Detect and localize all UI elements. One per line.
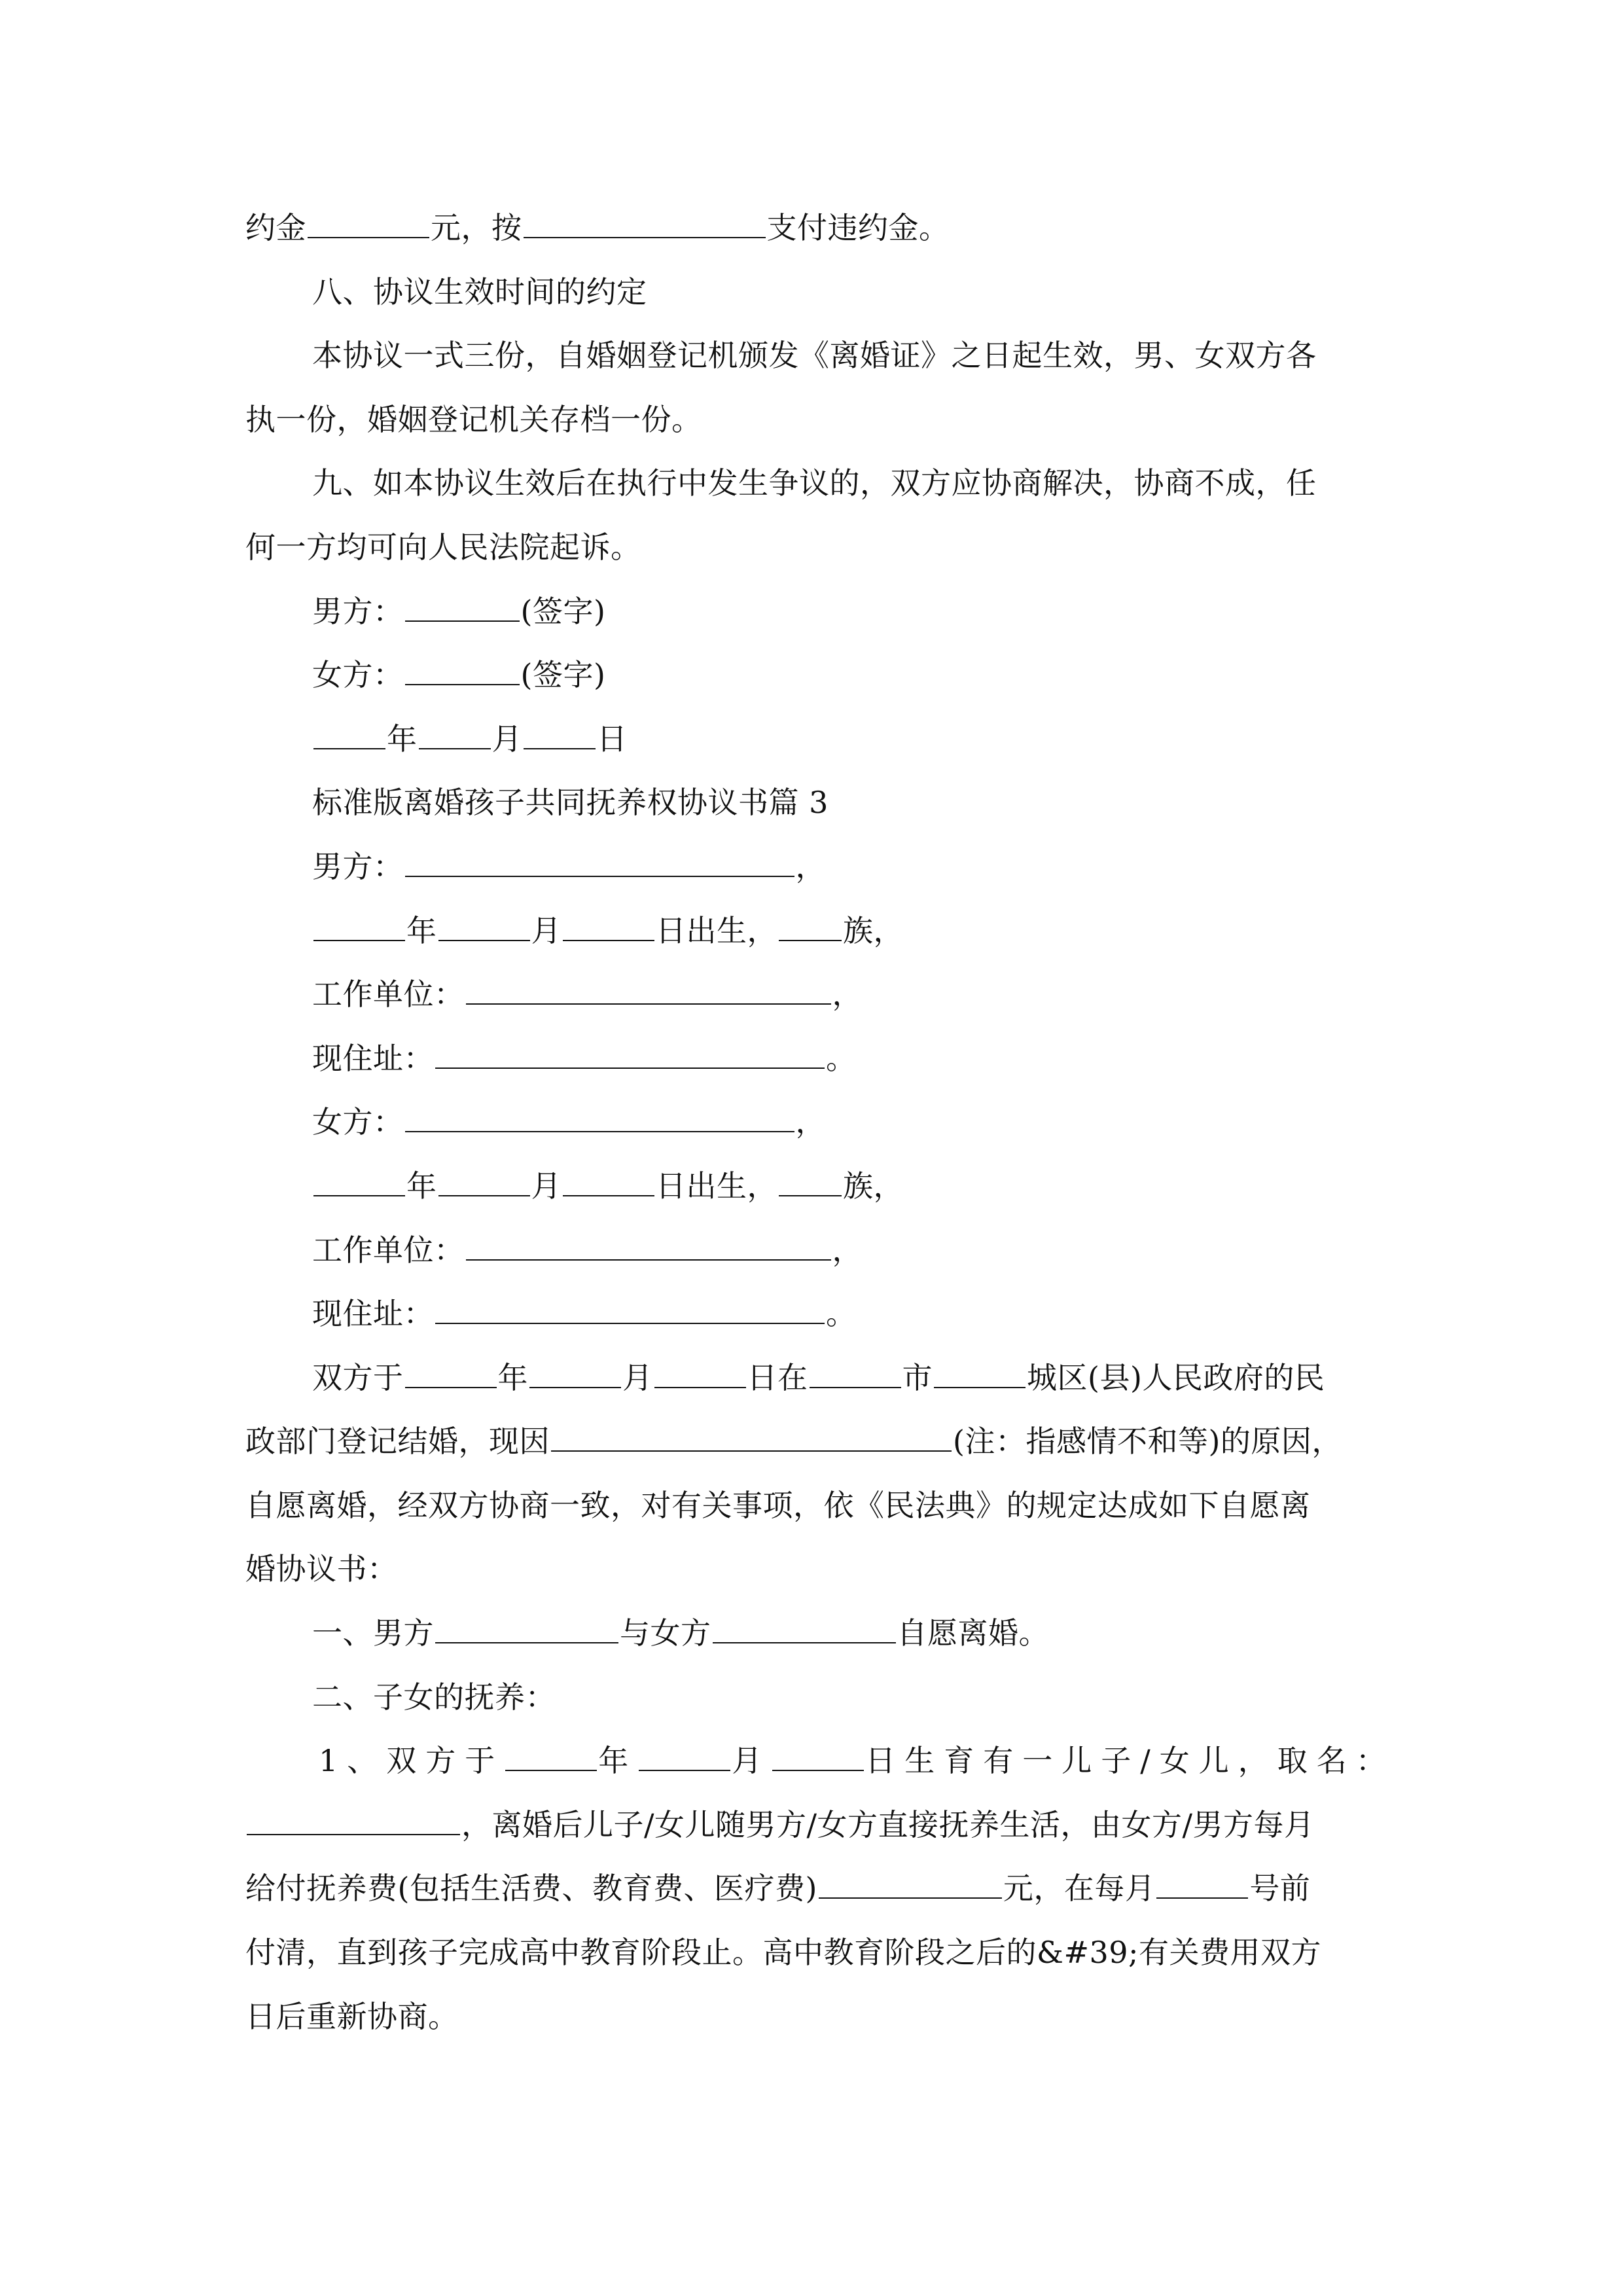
label: 年 bbox=[497, 1359, 528, 1395]
male-employer-blank[interactable] bbox=[466, 978, 831, 1005]
city-blank[interactable] bbox=[810, 1362, 901, 1388]
female-signature-line bbox=[245, 643, 1378, 708]
label: 号前 bbox=[1249, 1871, 1311, 1907]
clause-2-heading: 二、子女的抚养： bbox=[312, 1679, 556, 1715]
paragraph-line: 自愿离婚，经双方协商一致，对有关事项，依《民法典》的规定达成如下自愿离 bbox=[245, 1487, 1311, 1523]
ethnicity-blank[interactable] bbox=[779, 915, 842, 941]
birth-month-blank[interactable] bbox=[438, 1170, 530, 1196]
label: 与女方 bbox=[620, 1615, 711, 1651]
section-heading-9: 九、如本协议生效后在执行中发生争议的，双方应协商解决，协商不成，任 bbox=[312, 465, 1317, 501]
male-address-blank[interactable] bbox=[435, 1043, 825, 1069]
label: 族， bbox=[843, 1168, 904, 1204]
penalty-amount-blank[interactable] bbox=[308, 212, 429, 238]
label: 月 bbox=[622, 1359, 653, 1395]
female-name-blank[interactable] bbox=[405, 1106, 794, 1132]
male-birth-line bbox=[245, 899, 1378, 963]
signature-date-line bbox=[245, 708, 1378, 772]
birth-year-blank[interactable] bbox=[313, 1170, 405, 1196]
label: 日出生， bbox=[656, 912, 777, 948]
label: 政部门登记结婚，现因 bbox=[245, 1424, 550, 1460]
birth-day-blank[interactable] bbox=[563, 1170, 654, 1196]
label: 年 bbox=[406, 1168, 437, 1204]
day-blank[interactable] bbox=[524, 723, 596, 749]
document-page bbox=[245, 196, 1395, 2049]
female-name-line bbox=[245, 1090, 1378, 1155]
section-title: 标准版离婚孩子共同抚养权协议书篇 3 bbox=[312, 785, 829, 821]
label: 。 bbox=[826, 1040, 857, 1076]
label: 男方： bbox=[312, 848, 404, 884]
paragraph-line: 日后重新协商。 bbox=[245, 1998, 459, 2034]
female-signature-blank[interactable] bbox=[405, 659, 520, 685]
marriage-registration-line bbox=[245, 1346, 1378, 1410]
year-blank[interactable] bbox=[313, 723, 385, 749]
divorce-reason-line bbox=[245, 1410, 1378, 1474]
female-employer-blank[interactable] bbox=[466, 1234, 831, 1261]
label: 日生育有一儿子/女儿，取名： bbox=[865, 1743, 1395, 1779]
label: ，离婚后儿子/女儿随男方/女方直接抚养生活，由女方/男方每月 bbox=[461, 1806, 1315, 1842]
label: ， bbox=[832, 1232, 863, 1268]
male-party-blank[interactable] bbox=[435, 1617, 618, 1643]
label: 日在 bbox=[747, 1359, 808, 1395]
label: 年 bbox=[387, 721, 418, 757]
label: 城区(县)人民政府的民 bbox=[1027, 1359, 1325, 1395]
label: (签字) bbox=[520, 593, 606, 629]
label: 现住址： bbox=[312, 1040, 434, 1076]
label: 月 bbox=[491, 721, 522, 757]
label: 1、双方于 bbox=[319, 1743, 505, 1779]
male-signature-blank[interactable] bbox=[405, 596, 520, 622]
birth-year-blank[interactable] bbox=[313, 915, 405, 941]
marriage-year-blank[interactable] bbox=[405, 1362, 497, 1388]
district-blank[interactable] bbox=[934, 1362, 1026, 1388]
female-employer-line bbox=[245, 1219, 1378, 1283]
payment-day-blank[interactable] bbox=[1156, 1873, 1248, 1899]
month-blank[interactable] bbox=[419, 723, 491, 749]
male-signature-line bbox=[245, 580, 1378, 644]
penalty-method-blank[interactable] bbox=[524, 212, 766, 238]
birth-month-blank[interactable] bbox=[438, 915, 530, 941]
label: 。 bbox=[826, 1296, 857, 1332]
label: 月 bbox=[531, 1168, 562, 1204]
child-support-line bbox=[245, 1857, 1378, 1921]
label: 女方： bbox=[312, 657, 404, 693]
label: 一、男方 bbox=[312, 1615, 434, 1651]
child-birth-month-blank[interactable] bbox=[639, 1745, 730, 1771]
label: 给付抚养费(包括生活费、教育费、医疗费) bbox=[245, 1871, 817, 1907]
paragraph-line: 婚协议书： bbox=[245, 1551, 398, 1587]
label: 双方于 bbox=[312, 1359, 404, 1395]
support-amount-blank[interactable] bbox=[819, 1873, 1002, 1899]
child-birth-line bbox=[245, 1729, 1395, 1793]
label: 日出生， bbox=[656, 1168, 777, 1204]
label: 自愿离婚。 bbox=[897, 1615, 1049, 1651]
divorce-reason-blank[interactable] bbox=[551, 1426, 952, 1452]
male-employer-line bbox=[245, 963, 1378, 1027]
label: 日 bbox=[597, 721, 628, 757]
label: 女方： bbox=[312, 1104, 404, 1140]
birth-day-blank[interactable] bbox=[563, 915, 654, 941]
label: ， bbox=[795, 1104, 826, 1140]
child-name-line bbox=[245, 1793, 1378, 1857]
label: ， bbox=[795, 848, 826, 884]
male-name-line bbox=[245, 835, 1378, 899]
male-address-line bbox=[245, 1027, 1378, 1091]
text: 支付违约金。 bbox=[766, 210, 950, 245]
label: 月 bbox=[531, 912, 562, 948]
paragraph-line: 本协议一式三份，自婚姻登记机颁发《离婚证》之日起生效，男、女双方各 bbox=[312, 338, 1317, 374]
child-birth-year-blank[interactable] bbox=[505, 1745, 597, 1771]
child-birth-day-blank[interactable] bbox=[772, 1745, 864, 1771]
marriage-month-blank[interactable] bbox=[529, 1362, 621, 1388]
section-heading-8: 八、协议生效时间的约定 bbox=[312, 274, 647, 310]
female-party-blank[interactable] bbox=[713, 1617, 896, 1643]
label: 族， bbox=[843, 912, 904, 948]
text: 元，按 bbox=[431, 210, 522, 245]
label: 市 bbox=[902, 1359, 933, 1395]
label: 男方： bbox=[312, 593, 404, 629]
female-address-blank[interactable] bbox=[435, 1298, 825, 1324]
female-address-line bbox=[245, 1282, 1378, 1346]
clause-1-line bbox=[245, 1602, 1378, 1666]
male-name-blank[interactable] bbox=[405, 851, 794, 877]
paragraph-line: 何一方均可向人民法院起诉。 bbox=[245, 529, 641, 565]
label: 工作单位： bbox=[312, 977, 465, 1013]
label: 工作单位： bbox=[312, 1232, 465, 1268]
female-birth-line bbox=[245, 1155, 1378, 1219]
text: 约金 bbox=[245, 210, 306, 245]
label: (签字) bbox=[520, 657, 606, 693]
marriage-day-blank[interactable] bbox=[654, 1362, 746, 1388]
label: 现住址： bbox=[312, 1296, 434, 1332]
penalty-line bbox=[245, 196, 1378, 260]
label: (注：指感情不和等)的原因， bbox=[953, 1424, 1342, 1460]
label: 年 bbox=[406, 912, 437, 948]
ethnicity-blank[interactable] bbox=[779, 1170, 842, 1196]
child-name-blank[interactable] bbox=[247, 1809, 460, 1835]
label: 月 bbox=[732, 1743, 772, 1779]
label: 元，在每月 bbox=[1003, 1871, 1156, 1907]
label: ， bbox=[832, 977, 863, 1013]
label: 年 bbox=[598, 1743, 638, 1779]
paragraph-line: 付清，直到孩子完成高中教育阶段止。高中教育阶段之后的&#39;有关费用双方 bbox=[245, 1935, 1322, 1971]
paragraph-line: 执一份，婚姻登记机关存档一份。 bbox=[245, 401, 702, 437]
